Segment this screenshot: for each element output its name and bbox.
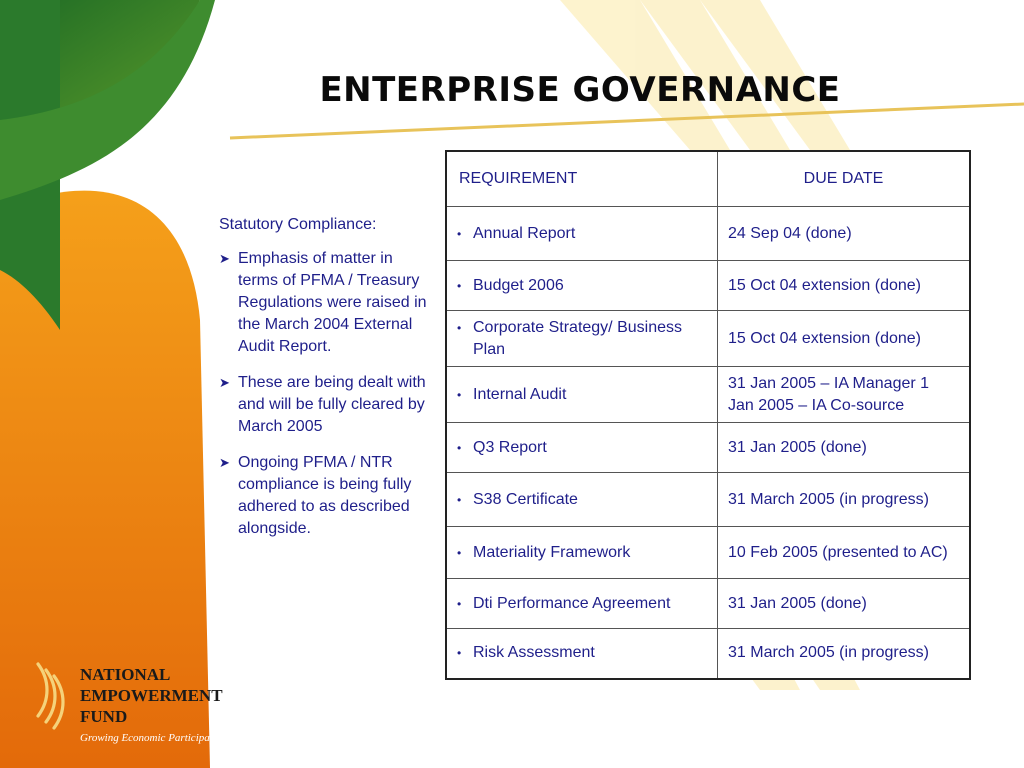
- arrow-right-icon: ➤: [219, 455, 230, 470]
- due-date-cell: 31 March 2005 (in progress): [718, 473, 971, 527]
- requirement-text: Corporate Strategy/ Business Plan: [473, 318, 682, 358]
- due-date-cell: 31 Jan 2005 – IA Manager 1 Jan 2005 – IA Co-source: [718, 367, 971, 423]
- requirement-text: Dti Performance Agreement: [473, 594, 671, 612]
- bullet-text: Ongoing PFMA / NTR compliance is being fully adhered to as described alongside.: [238, 454, 412, 537]
- requirement-text: Q3 Report: [473, 438, 547, 456]
- compliance-bullet: [219, 248, 434, 358]
- org-tagline: Growing Economic Participation: [80, 732, 227, 744]
- bullet-dot-icon: •: [457, 440, 462, 455]
- table-row: [446, 473, 970, 527]
- requirement-cell: [446, 473, 718, 527]
- bullet-dot-icon: •: [457, 320, 462, 335]
- compliance-bullet: [219, 452, 434, 540]
- table-row: [446, 527, 970, 579]
- bullet-dot-icon: •: [457, 278, 462, 293]
- due-date-cell: 31 Jan 2005 (done): [718, 579, 971, 629]
- requirement-text: Annual Report: [473, 224, 576, 242]
- arrow-right-icon: ➤: [219, 251, 230, 266]
- requirement-text: Budget 2006: [473, 276, 564, 294]
- due-date-cell: 10 Feb 2005 (presented to AC): [718, 527, 971, 579]
- requirement-cell: [446, 629, 718, 679]
- requirement-cell: [446, 423, 718, 473]
- organization-name: [80, 664, 223, 727]
- requirements-table: [445, 150, 971, 680]
- requirement-cell: [446, 261, 718, 311]
- bullet-dot-icon: •: [457, 646, 462, 661]
- org-name-line-1: NATIONAL: [80, 665, 171, 684]
- bullet-text: These are being dealt with and will be fully cleared by March 2005: [238, 374, 426, 435]
- requirement-cell: [446, 579, 718, 629]
- table-row: [446, 629, 970, 679]
- requirement-text: Internal Audit: [473, 385, 567, 403]
- due-date-cell: 15 Oct 04 extension (done): [718, 261, 971, 311]
- bullet-text: Emphasis of matter in terms of PFMA / Treasury Regulations were raised in the March 2004 External Audit Report.: [238, 250, 427, 355]
- requirement-cell: [446, 367, 718, 423]
- arrow-right-icon: ➤: [219, 375, 230, 390]
- table-header-row: [446, 151, 970, 207]
- bullet-dot-icon: •: [457, 226, 462, 241]
- due-date-cell: 31 Jan 2005 (done): [718, 423, 971, 473]
- due-date-cell: 31 March 2005 (in progress): [718, 629, 971, 679]
- org-name-line-3: FUND: [80, 707, 128, 726]
- requirement-cell: [446, 311, 718, 367]
- org-name-line-2: EMPOWERMENT: [80, 686, 223, 705]
- table-row: [446, 579, 970, 629]
- table-row: [446, 207, 970, 261]
- bullet-dot-icon: •: [457, 492, 462, 507]
- statutory-compliance-panel: [219, 214, 434, 554]
- bullet-dot-icon: •: [457, 596, 462, 611]
- table-row: [446, 367, 970, 423]
- requirement-cell: [446, 527, 718, 579]
- compliance-bullet: [219, 372, 434, 438]
- requirement-cell: [446, 207, 718, 261]
- nef-logo-icon: [30, 660, 76, 744]
- requirement-text: Materiality Framework: [473, 543, 631, 561]
- due-date-cell: 24 Sep 04 (done): [718, 207, 971, 261]
- due-date-cell: 15 Oct 04 extension (done): [718, 311, 971, 367]
- table-row: [446, 311, 970, 367]
- table-row: [446, 423, 970, 473]
- requirement-text: Risk Assessment: [473, 644, 595, 662]
- panel-heading: Statutory Compliance:: [219, 216, 377, 233]
- page-title: ENTERPRISE GOVERNANCE: [319, 70, 841, 110]
- requirement-text: S38 Certificate: [473, 490, 578, 508]
- column-header-due-date: DUE DATE: [718, 151, 971, 207]
- bullet-dot-icon: •: [457, 387, 462, 402]
- column-header-requirement: REQUIREMENT: [446, 151, 718, 207]
- table-row: [446, 261, 970, 311]
- bullet-dot-icon: •: [457, 545, 462, 560]
